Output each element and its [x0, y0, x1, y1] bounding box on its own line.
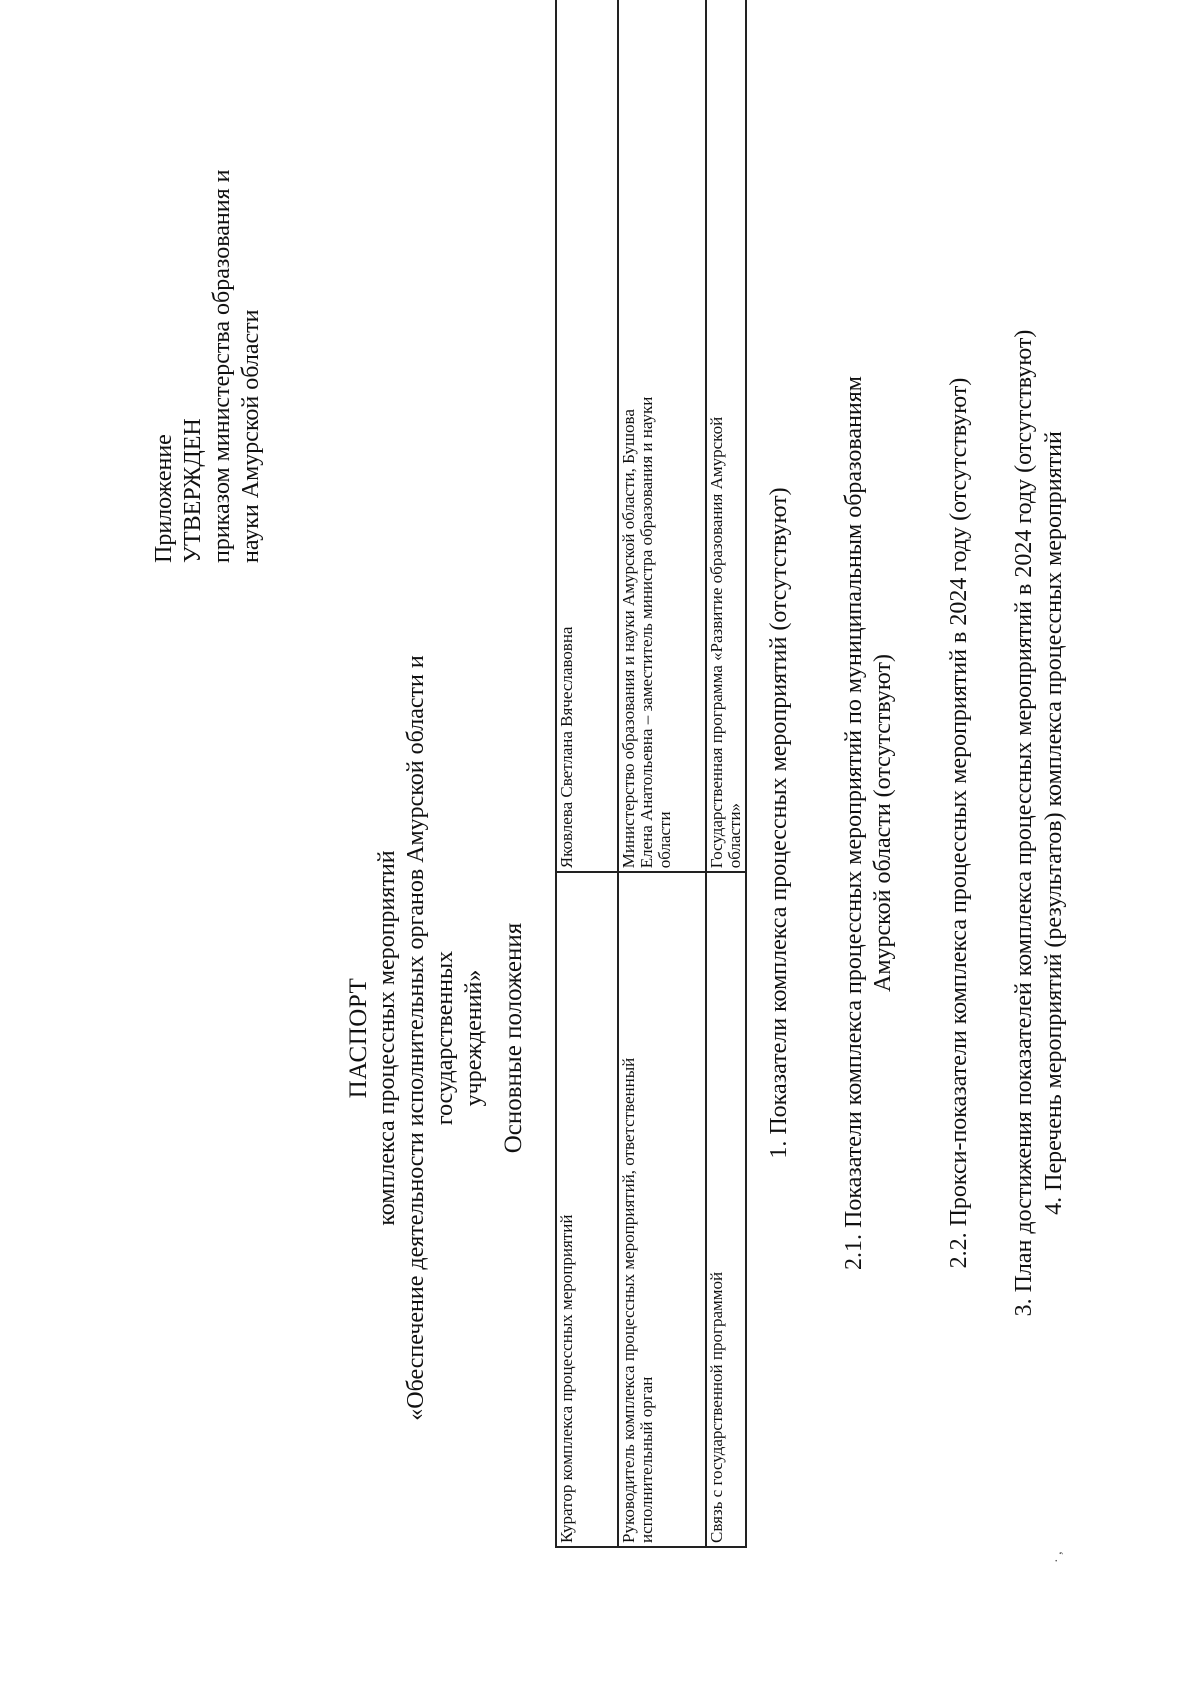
- cell-text: Руководитель комплекса процессных мероприятий, ответственный: [619, 1057, 638, 1543]
- table-row: [618, 0, 706, 1547]
- cell-text: Куратор комплекса процессных мероприятий: [557, 1214, 576, 1543]
- main-provisions-table: [555, 0, 747, 1548]
- cell-text: Яковлева Светлана Вячеславовна: [557, 626, 576, 869]
- title-line-3: учреждений»: [461, 969, 487, 1107]
- cell-text: Елена Анатольевна – заместитель министра образования и науки: [637, 396, 656, 869]
- cell-text: исполнительный орган: [637, 1376, 656, 1543]
- table-cell-label: [618, 872, 706, 1547]
- cell-text: области»: [725, 802, 744, 869]
- table-cell-value: [618, 0, 706, 872]
- approval-stamp: [150, 83, 266, 563]
- cell-text: Государственная программа «Развитие образования Амурской: [707, 416, 726, 869]
- cell-text: Министерство образования и науки Амурской области, Бушова: [619, 409, 638, 869]
- title-line-1: комплекса процессных мероприятий: [374, 850, 400, 1226]
- cell-text: области: [655, 811, 674, 869]
- table-cell-value: [556, 0, 618, 872]
- approval-line-1: Приложение: [151, 434, 177, 563]
- section-2-1-heading: [840, 98, 898, 1548]
- section-2-1-line-2: Амурской области (отсутствуют): [870, 654, 896, 993]
- table-cell-label: [706, 872, 746, 1547]
- section-heading-main: Основные положения: [500, 922, 527, 1154]
- approval-line-2: УТВЕРЖДЕН: [180, 418, 206, 563]
- section-4-heading: 4. Перечень мероприятий (результатов) комплекса процессных мероприятий: [1041, 431, 1067, 1215]
- scan-marks: · ,: [1050, 1551, 1065, 1563]
- table-row: [706, 0, 746, 1547]
- section-2-2-heading: 2.2. Прокси-показатели комплекса процессных мероприятий в 2024 году (отсутствуют): [946, 377, 972, 1269]
- document-title: [345, 588, 489, 1488]
- section-1-heading: 1. Показатели комплекса процессных мероприятий (отсутствуют): [766, 487, 792, 1159]
- title-heading: ПАСПОРТ: [345, 977, 372, 1099]
- title-line-2: «Обеспечение деятельности исполнительных органов Амурской области и государственных: [403, 655, 458, 1421]
- section-3-heading: 3. План достижения показателей комплекса процессных мероприятий в 2024 году (отсутствуют): [1011, 329, 1037, 1317]
- approval-line-4: науки Амурской области: [238, 309, 264, 563]
- section-2-1-line-1: 2.1. Показатели комплекса процессных мероприятий по муниципальным образованиям: [841, 376, 867, 1270]
- table-row: [556, 0, 618, 1547]
- cell-text: Связь с государственной программой: [707, 1271, 726, 1543]
- table-cell-label: [556, 872, 618, 1547]
- approval-line-3: приказом министерства образования и: [209, 169, 235, 563]
- table-cell-value: [706, 0, 746, 872]
